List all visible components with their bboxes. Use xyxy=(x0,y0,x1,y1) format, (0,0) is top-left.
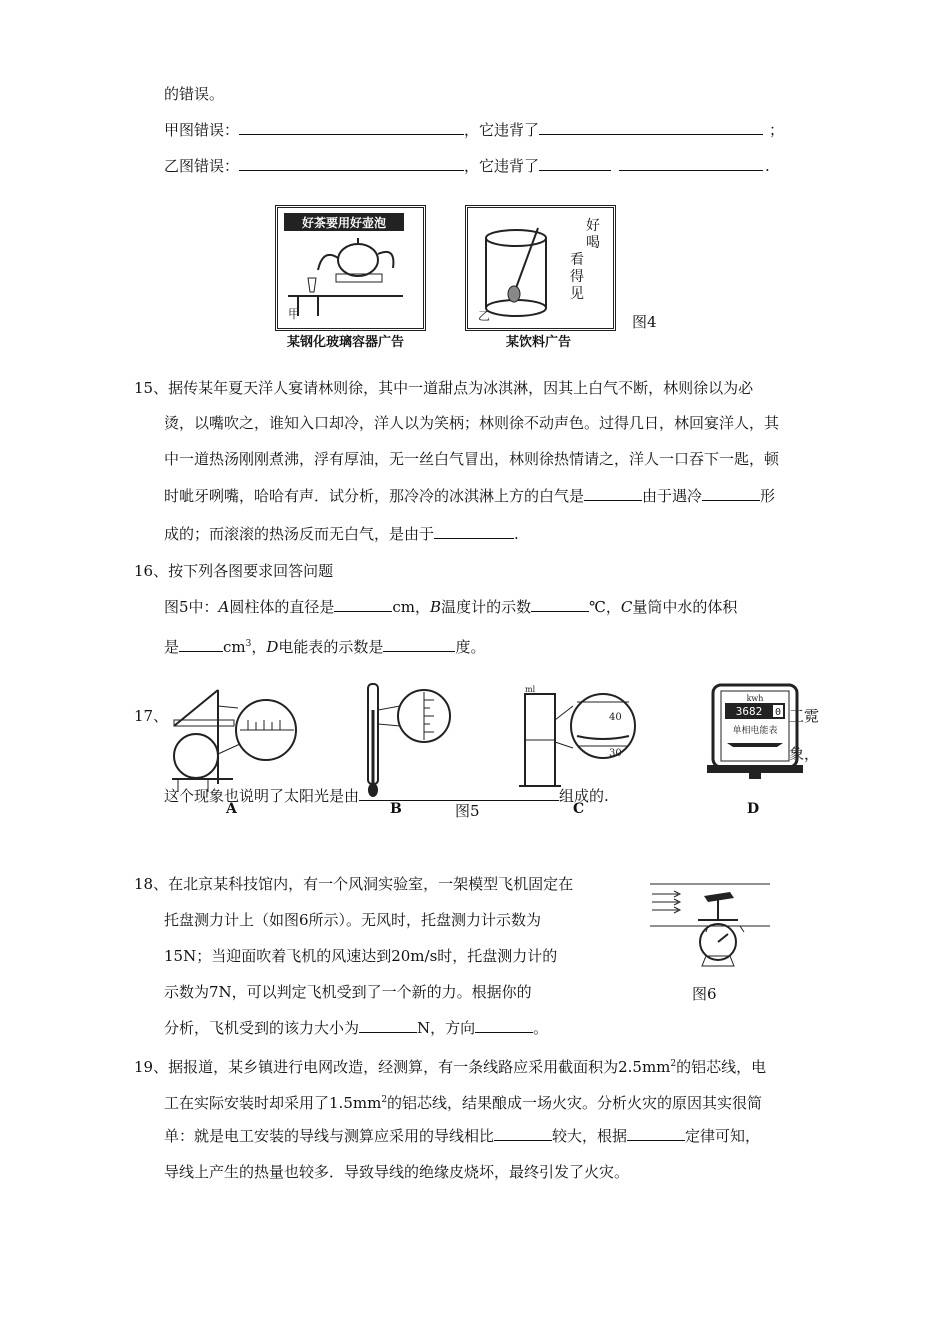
right-vertical-text xyxy=(568,218,608,303)
right-char-1: 喝 xyxy=(586,235,600,251)
q14-yi-line xyxy=(164,156,770,176)
cylinder-ml-text: ml xyxy=(525,685,536,694)
q19-l1sup: 2 xyxy=(670,1059,677,1069)
q19-line4: 导线上产生的热量也较多．导致导线的绝缘皮烧坏，最终引发了火灾。 xyxy=(164,1163,630,1181)
q15-line3: 中一道热汤刚刚煮沸，浮有厚油，无一丝白气冒出，林则徐热情请之，洋人一口吞下一匙，顿 xyxy=(164,450,780,468)
q14-yi-mid: ，它违背了 xyxy=(464,157,540,175)
q17-num: 17、 xyxy=(134,707,169,725)
q17-right2: 象， xyxy=(789,745,820,763)
q17-end: 组成的. xyxy=(559,787,609,805)
fig5-label-c: C xyxy=(573,801,585,817)
fig5-b-thermometer xyxy=(354,680,454,800)
fig6-label: 图6 xyxy=(692,985,717,1003)
fig5-c-cylinder xyxy=(517,680,637,800)
fig6-wind-tunnel xyxy=(648,876,773,976)
cylinder-40-text: 40 xyxy=(609,712,622,723)
fig5-d-meter xyxy=(705,681,805,783)
q17-text: 这个现象也说明了太阳光是由 xyxy=(164,787,360,805)
q16-l1c: 圆柱体的直径是 xyxy=(229,598,335,616)
q18-line5 xyxy=(164,1018,548,1038)
q15-line4 xyxy=(164,486,775,506)
q16-l1h: C xyxy=(620,598,633,616)
q16-blank-b[interactable] xyxy=(531,597,589,612)
q16-l2a: 是 xyxy=(164,638,180,656)
fig5-label: 图5 xyxy=(455,802,480,820)
q15-blank1[interactable] xyxy=(584,486,642,501)
q15-blank2[interactable] xyxy=(702,486,760,501)
q16-blank-a[interactable] xyxy=(334,597,392,612)
right-char-4: 见 xyxy=(570,286,584,302)
q19-l2: 工在实际安装时却采用了1.5mm xyxy=(164,1094,382,1112)
right-char-0: 好 xyxy=(586,218,600,234)
meter-reading-text: 3682 xyxy=(735,705,763,718)
q19-line1 xyxy=(134,1054,766,1077)
q19-line3 xyxy=(164,1126,760,1146)
fig4-label: 图4 xyxy=(632,313,657,331)
q16-l2e: D xyxy=(266,638,279,656)
q18-l5a: 分析，飞机受到的该力大小为 xyxy=(164,1019,360,1037)
q16-blank-c[interactable] xyxy=(179,637,223,652)
q14-yi-end: . xyxy=(765,157,770,175)
fig5-label-d: D xyxy=(747,801,760,817)
q14-yi-label: 乙图错误： xyxy=(164,157,240,175)
q15-blank3[interactable] xyxy=(434,524,514,539)
q15-line5 xyxy=(164,524,519,544)
teapot-ad-illustration xyxy=(278,208,423,328)
q19-l1: 19、据报道，某乡镇进行电网改造，经测算，有一条线路应采用截面积为2.5mm xyxy=(134,1058,671,1076)
q19-blank1[interactable] xyxy=(494,1126,552,1141)
q19-blank2[interactable] xyxy=(627,1126,685,1141)
q16-l1i: 量筒中水的体积 xyxy=(632,598,738,616)
fig4-right-panel xyxy=(465,205,616,331)
q16-l2d: ， xyxy=(251,638,267,656)
right-char-2: 看 xyxy=(570,252,584,268)
q16-l1d: cm， xyxy=(392,598,431,616)
q16-l2c: 3 xyxy=(245,639,252,649)
q15-line2: 烫，以嘴吹之，谁知入口却冷，洋人以为笑柄；林则徐不动声色。过得几日，林回宴洋人，其 xyxy=(164,414,780,432)
q19-l3a: 单：就是电工安装的导线与测算应采用的导线相比 xyxy=(164,1127,495,1145)
left-banner-text: 好茶要用好壶泡 xyxy=(301,216,387,230)
q18-blank2[interactable] xyxy=(475,1018,533,1033)
q16-line1 xyxy=(164,597,737,617)
q17-right1: 工霓 xyxy=(789,707,820,725)
q18-blank1[interactable] xyxy=(359,1018,417,1033)
q14-jia-end: ； xyxy=(769,121,785,139)
q16-blank-d[interactable] xyxy=(383,637,455,652)
q15-line1: 15、据传某年夏天洋人宴请林则徐，其中一道甜点为冰淇淋，因其上白气不断，林则徐以为必 xyxy=(134,379,754,397)
meter-unit-text: kwh xyxy=(746,694,764,703)
q14-line0: 的错误。 xyxy=(164,85,225,103)
meter-name-text: 单相电能表 xyxy=(732,726,778,736)
left-mark-text: 甲 xyxy=(288,307,301,321)
q19-l2sup: 2 xyxy=(381,1095,388,1105)
q18-line3: 15N；当迎面吹着飞机的风速达到20m/s时，托盘测力计的 xyxy=(164,947,558,965)
q16-line2 xyxy=(164,634,485,657)
q18-l5c: 。 xyxy=(533,1019,549,1037)
fig5-a-ruler xyxy=(168,684,303,794)
q16-l1b: A xyxy=(218,598,230,616)
q18-line4: 示数为7N，可以判定飞机受到了一个新的力。根据你的 xyxy=(164,983,532,1001)
q15-l4c: 形 xyxy=(760,487,776,505)
q19-l3c: 定律可知， xyxy=(685,1127,761,1145)
q19-l1end: 的铝芯线，电 xyxy=(676,1058,767,1076)
fig4-right-caption: 某饮料广告 xyxy=(506,335,572,350)
q15-l4a: 时呲牙咧嘴，哈哈有声．试分析，那冷冷的冰淇淋上方的白气是 xyxy=(164,487,585,505)
q14-jia-blank2[interactable] xyxy=(539,120,763,135)
q18-line1: 18、在北京某科技馆内，有一个风洞实验室，一架模型飞机固定在 xyxy=(134,875,574,893)
q16-l2b: cm xyxy=(223,638,246,656)
right-mark-text: 乙 xyxy=(478,309,491,323)
q14-yi-blank1[interactable] xyxy=(239,156,464,171)
q14-yi-blank3[interactable] xyxy=(619,156,763,171)
q16-l1a: 图5中： xyxy=(164,598,219,616)
q15-l5a: 成的；而滚滚的热汤反而无白气，是由于 xyxy=(164,525,435,543)
fig5-label-b: B xyxy=(390,801,402,817)
q19-l3b: 较大，根据 xyxy=(552,1127,628,1145)
right-char-3: 得 xyxy=(570,269,584,285)
fig4-left-caption: 某钢化玻璃容器广告 xyxy=(287,335,405,350)
q16-l1e: B xyxy=(430,598,442,616)
q16-l2g: 度。 xyxy=(455,638,486,656)
q18-line2: 托盘测力计上（如图6所示）。无风时，托盘测力计示数为 xyxy=(164,911,542,929)
q14-jia-label: 甲图错误： xyxy=(164,121,240,139)
q15-l4b: 由于遇冷 xyxy=(642,487,703,505)
q15-l5b: . xyxy=(514,525,519,543)
q14-yi-blank2[interactable] xyxy=(539,156,611,171)
q16-l2f: 电能表的示数是 xyxy=(278,638,384,656)
fig4-left-panel xyxy=(275,205,426,331)
q14-jia-blank1[interactable] xyxy=(239,120,464,135)
cylinder-30-text: 30 xyxy=(609,748,622,759)
q19-line2 xyxy=(164,1090,762,1113)
q19-l2end: 的铝芯线，结果酿成一场火灾。分析火灾的原因其实很简 xyxy=(387,1094,763,1112)
q16-l1f: 温度计的示数 xyxy=(441,598,532,616)
q16-l1g: ℃， xyxy=(589,598,621,616)
fig5-label-a: A xyxy=(226,801,237,817)
q14-jia-line xyxy=(164,120,784,140)
meter-last-digit-text: 0 xyxy=(774,707,782,718)
q14-jia-mid: ，它违背了 xyxy=(464,121,540,139)
q16-title: 16、按下列各图要求回答问题 xyxy=(134,562,334,580)
q18-l5b: N，方向 xyxy=(417,1019,476,1037)
